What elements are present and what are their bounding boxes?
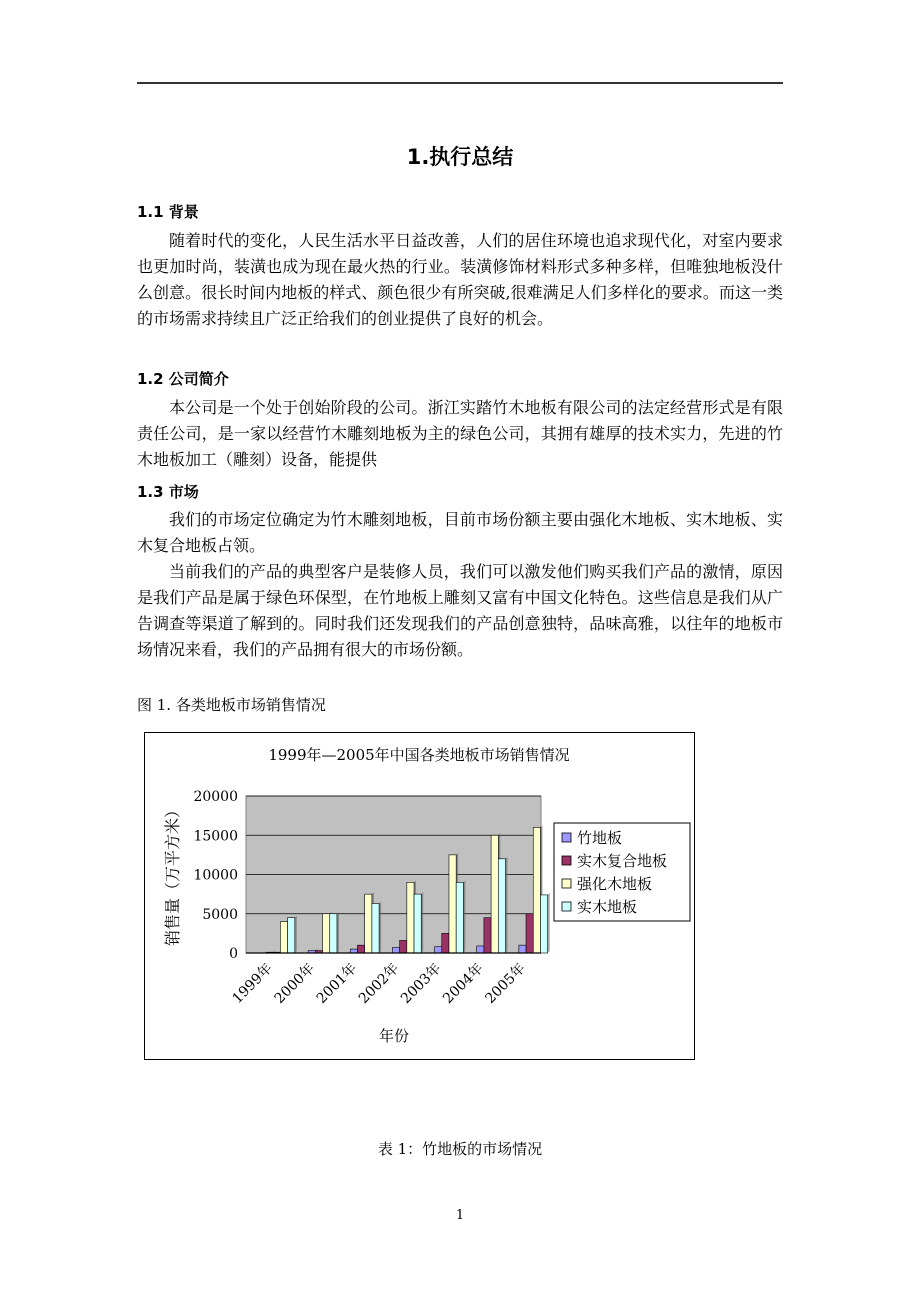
y-tick-label: 10000 bbox=[193, 867, 238, 884]
legend-swatch bbox=[562, 856, 571, 865]
legend-label: 实木复合地板 bbox=[577, 852, 668, 870]
bar bbox=[323, 914, 330, 953]
x-tick-label: 2002年 bbox=[355, 960, 403, 1007]
header-rule bbox=[137, 82, 783, 84]
bar bbox=[477, 946, 484, 953]
page-title: 1.执行总结 bbox=[406, 145, 514, 169]
bar bbox=[280, 922, 287, 953]
paragraph: 我们的市场定位确定为竹木雕刻地板，目前市场份额主要由强化木地板、实木地板、实木复合地板占领。 bbox=[137, 510, 783, 555]
bar bbox=[491, 835, 498, 953]
bar bbox=[540, 895, 547, 953]
table-caption: 表 1：竹地板的市场情况 bbox=[377, 1140, 543, 1158]
legend-label: 实木地板 bbox=[577, 898, 638, 916]
bar bbox=[519, 945, 526, 953]
x-tick-label: 2004年 bbox=[440, 960, 487, 1007]
section-body-company bbox=[137, 395, 783, 473]
bar bbox=[330, 914, 337, 953]
figure-caption: 图 1. 各类地板市场销售情况 bbox=[137, 696, 326, 714]
paragraph: 随着时代的变化，人民生活水平日益改善，人们的居住环境也追求现代化，对室内要求也更加时尚，装潢也成为现在最火热的行业。装潢修饰材料形式多种多样，但唯独地板没什么创意。很长时间内地板的样式、颜色很少有所突破,很难满足人们多样化的要求。而这一类的市场需求持续且广泛正给我们的创业提供了良好的机会。 bbox=[137, 231, 783, 328]
bar bbox=[372, 904, 379, 953]
paragraph: 当前我们的产品的典型客户是装修人员，我们可以激发他们购买我们产品的激情，原因是我们产品是属于绿色环保型，在竹地板上雕刻又富有中国文化特色。这些信息是我们从广告调查等渠道了解到的。同时我们还发现我们的产品创意独特，品味高雅，以往年的地板市场情况来看，我们的产品拥有很大的市场份额。 bbox=[137, 562, 783, 659]
bar bbox=[456, 882, 463, 953]
x-axis-label: 年份 bbox=[378, 1027, 410, 1045]
bar bbox=[442, 933, 449, 953]
y-tick-label: 5000 bbox=[202, 906, 238, 923]
bar bbox=[435, 947, 442, 953]
chart-title: 1999年—2005年中国各类地板市场销售情况 bbox=[268, 746, 570, 764]
bar bbox=[365, 894, 372, 953]
bar bbox=[414, 894, 421, 953]
bar bbox=[533, 827, 540, 953]
bar bbox=[288, 918, 295, 953]
bar bbox=[449, 855, 456, 953]
paragraph: 本公司是一个处于创始阶段的公司。浙江实踏竹木地板有限公司的法定经营形式是有限责任公司，是一家以经营竹木雕刻地板为主的绿色公司，其拥有雄厚的技术实力，先进的竹木地板加工（雕刻）设备，能提供 bbox=[137, 398, 783, 469]
y-axis-label: 销售量（万平方米） bbox=[163, 801, 182, 947]
x-tick-label: 2000年 bbox=[271, 960, 319, 1007]
bar-chart bbox=[145, 733, 693, 1058]
bar bbox=[526, 914, 533, 953]
section-body-background bbox=[137, 228, 783, 332]
x-tick-label: 2005年 bbox=[482, 960, 529, 1007]
section-body-market bbox=[137, 507, 783, 663]
y-tick-label: 20000 bbox=[193, 789, 238, 805]
y-tick-label: 0 bbox=[229, 946, 238, 962]
y-tick-label: 15000 bbox=[193, 828, 238, 845]
bar bbox=[357, 945, 364, 953]
bar bbox=[392, 948, 399, 953]
section-heading-company: 1.2 公司简介 bbox=[137, 370, 229, 388]
legend-swatch bbox=[562, 833, 571, 842]
legend-swatch bbox=[562, 879, 571, 888]
legend-label: 强化木地板 bbox=[577, 875, 653, 893]
bar bbox=[407, 882, 414, 953]
chart-frame bbox=[144, 732, 695, 1060]
legend-swatch bbox=[562, 902, 571, 911]
bar bbox=[484, 918, 491, 953]
legend-label: 竹地板 bbox=[577, 829, 623, 847]
x-tick-label: 1999年 bbox=[229, 960, 276, 1007]
x-tick-label: 2001年 bbox=[313, 960, 361, 1007]
section-heading-market: 1.3 市场 bbox=[137, 483, 199, 501]
page-number: 1 bbox=[455, 1208, 465, 1223]
x-tick-label: 2003年 bbox=[398, 960, 445, 1007]
bar bbox=[400, 940, 407, 953]
bar bbox=[498, 859, 505, 953]
section-heading-background: 1.1 背景 bbox=[137, 203, 199, 221]
